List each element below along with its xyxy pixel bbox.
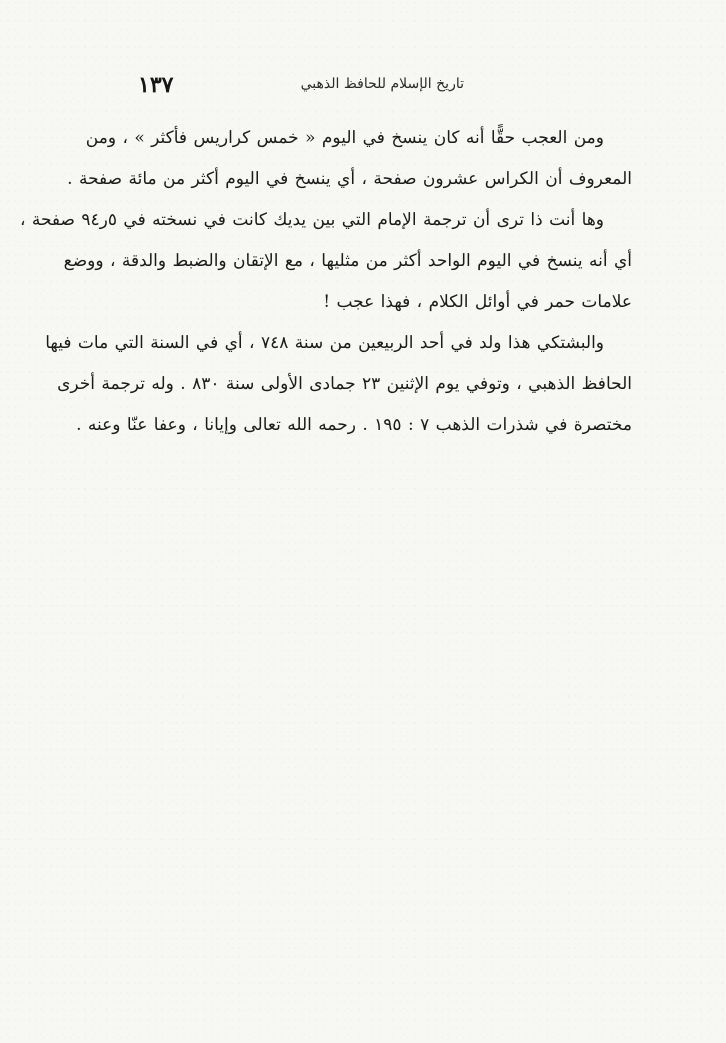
text-line: المعروف أن الكراس عشرون صفحة ، أي ينسخ في اليوم أكثر من مائة صفحة . bbox=[67, 169, 632, 189]
text-line: وها أنت ذا ترى أن ترجمة الإمام التي بين يديك كانت في نسخته في ٥ر٩٤ صفحة ، bbox=[19, 210, 604, 230]
paragraph-2 bbox=[45, 323, 632, 446]
paragraph-1 bbox=[19, 118, 632, 323]
text-line: علامات حمر في أوائل الكلام ، فهذا عجب ! bbox=[323, 292, 632, 312]
text-line: ومن العجب حقًّا أنه كان ينسخ في اليوم « خمس كراريس فأكثر » ، ومن bbox=[85, 128, 604, 148]
text-line: أي أنه ينسخ في اليوم الواحد أكثر من مثليها ، مع الإتقان والضبط والدقة ، ووضع bbox=[63, 251, 632, 271]
text-line: الحافظ الذهبي ، وتوفي يوم الإثنين ٢٣ جمادى الأولى سنة ٨٣٠ . وله ترجمة أخرى bbox=[57, 374, 632, 394]
running-title: تاريخ الإسلام للحافظ الذهبي bbox=[300, 76, 464, 92]
page-header bbox=[138, 74, 464, 102]
text-line: مختصرة في شذرات الذهب ٧ : ١٩٥ . رحمه الله تعالى وإيانا ، وعفا عنّا وعنه . bbox=[76, 415, 632, 435]
text-line: والبشتكي هذا ولد في أحد الربيعين من سنة ٧٤٨ ، أي في السنة التي مات فيها bbox=[45, 333, 604, 353]
body-text bbox=[19, 118, 632, 446]
page-number: ١٣٧ bbox=[138, 72, 174, 98]
